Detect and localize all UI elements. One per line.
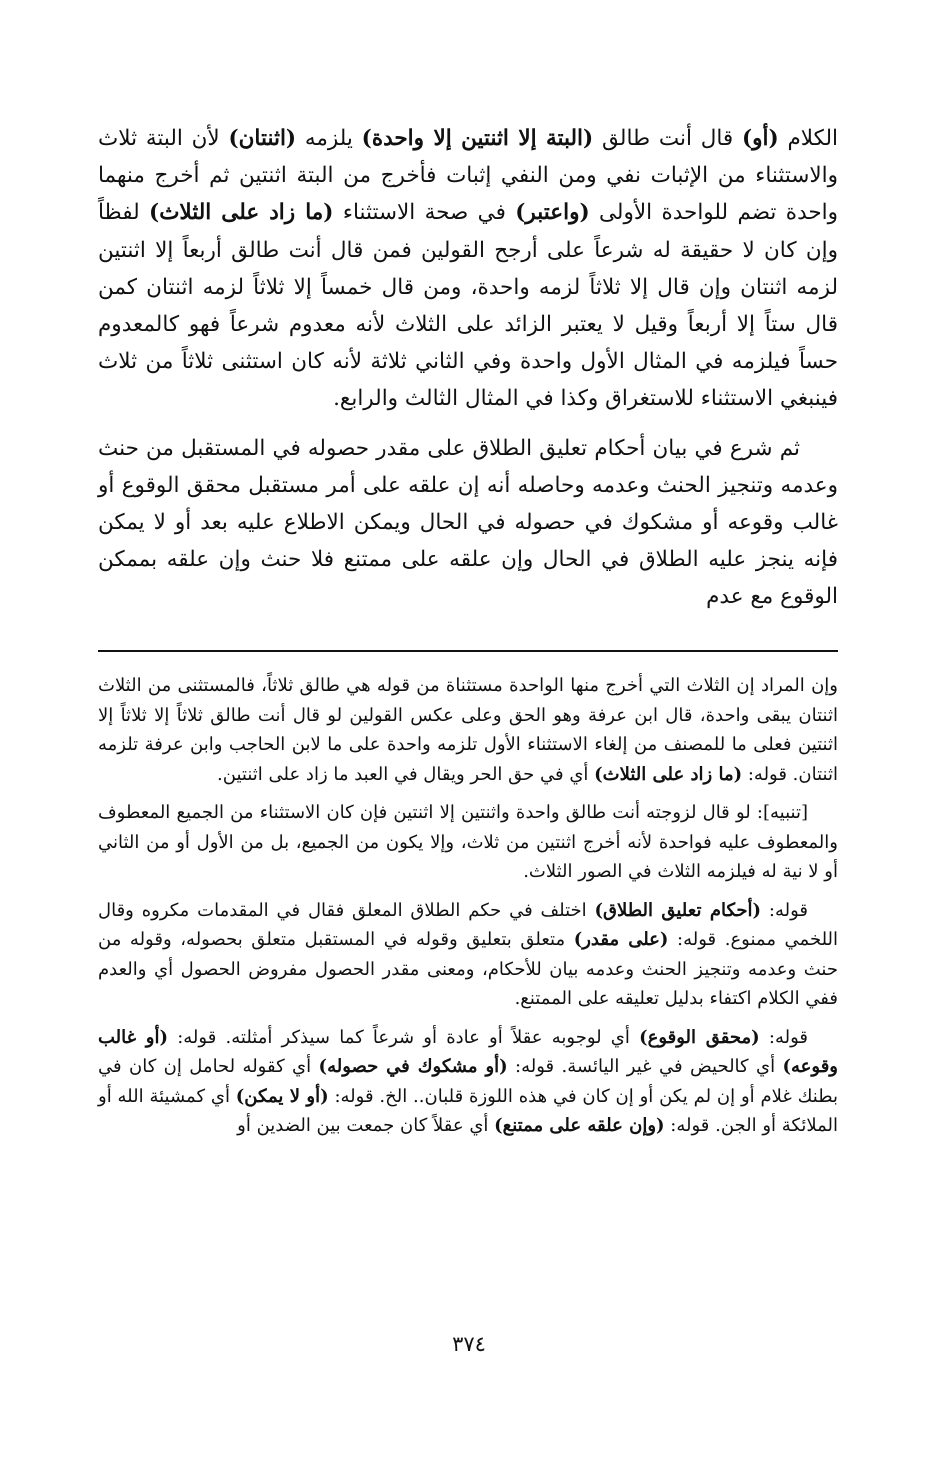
text-run: لفظاً وإن كان لا حقيقة له شرعاً على أرجح القولين فمن قال أنت طالق أربعاً إلا اثنتين لزمه اثنتان وإن قال إلا ثلاثاً لزمه واحدة، ومن قال خمساً إلا ثلاثاً لزمه اثنتان كمن قال ستاً إلا أربعاً وقيل لا يعتبر الزائد على الثلاث لأنه معدوم شرعاً فهو كالمعدوم حساً فيلزمه في المثال الأول واحدة وفي الثاني ثلاثة لأنه كان استثنى ثلاثاً من ثلاث فينبغي الاستثناء للاستغراق وكذا في المثال الثالث والرابع.	[98, 200, 838, 412]
text-run: متعلق بتعليق وقوله في المستقبل متعلق بحصوله، وقوله من حنث وعدمه وتنجيز الحنث وعدمه بيان للأحكام، ومعنى مقدر الحصول مفروض الحصول أي والعدم ففي الكلام اكتفاء بدليل تعليقه على الممتنع.	[98, 929, 838, 1009]
text-run: قال أنت طالق	[593, 126, 742, 151]
bold-quote: (أو غالب وقوعه)	[98, 1026, 839, 1077]
text-run: قوله:	[759, 1026, 808, 1048]
bold-quote: (وإن علقه على ممتنع)	[494, 1115, 665, 1136]
bold-quote: (اثنتان)	[228, 126, 297, 151]
bold-quote: (واعتبر)	[515, 200, 590, 226]
bold-quote: (أو لا يمكن)	[235, 1085, 329, 1107]
text-run: في صحة الاستثناء	[333, 200, 516, 226]
bold-quote: (على مقدر)	[573, 929, 669, 950]
main-text	[98, 120, 838, 616]
bold-quote: (أو)	[741, 126, 779, 151]
text-run: أي كقوله لحامل إن كان في بطنك غلام أو إن لم يكن أو إن كان في هذه اللوزة قلبان.. الخ. قوله:	[98, 1056, 838, 1107]
main-paragraph-1	[98, 120, 838, 418]
text-run: يلزمه	[296, 126, 362, 151]
text-run: لأن البتة ثلاث والاستثناء من الإثبات نفي ومن النفي إثبات فأخرج من البتة اثنتين ثم أخرج منهما واحدة تضم للواحدة الأولى	[98, 126, 839, 226]
text-run: أي كالحيض في غير اليائسة. قوله:	[507, 1056, 783, 1077]
main-paragraph-2: ثم شرع في بيان أحكام تعليق الطلاق على مقدر حصوله في المستقبل من حنث وعدمه وتنجيز الحنث وعدمه وحاصله أنه إن علقه على أمر مستقبل محقق الوقوع أو غالب وقوعه أو مشكوك في حصوله في الحال ويمكن الاطلاع عليه بعد أو لا يمكن فإنه ينجز عليه الطلاق في الحال وإن علقه على ممتنع فلا حنث وإن علقه بممكن الوقوع مع عدم	[98, 435, 838, 610]
bold-quote: (أحكام تعليق الطلاق)	[594, 899, 762, 921]
text-run: وإن المراد إن الثلاث التي أخرج منها الواحدة مستثناة من قوله هي طالق ثلاثاً، فالمستثنى من الثلاث اثنتان يبقى واحدة، قال ابن عرفة وهو الحق وعلى عكس القولين لو قال أنت طالق ثلاثاً إلا ثلاثاً إلا اثنتين فعلى ما للمصنف من إلغاء الاستثناء الأول تلزمه واحدة على ما لابن الحاجب وابن عرفة تلزمه اثنتان. قوله:	[98, 675, 838, 785]
footnotes	[98, 671, 838, 1141]
text-run: أي كمشيئة الله أو الملائكة أو الجن. قوله:	[98, 1085, 838, 1136]
bold-quote: (محقق الوقوع)	[639, 1026, 760, 1048]
footnote-3	[98, 896, 838, 1014]
text-run: الكلام	[778, 126, 839, 151]
bold-quote: (أو مشكوك في حصوله)	[318, 1056, 508, 1077]
bold-quote: (البتة إلا اثنتين إلا واحدة)	[361, 126, 594, 151]
bold-quote: (ما زاد على الثلاث)	[149, 200, 334, 226]
footnote-2: [تنبيه]: لو قال لزوجته أنت طالق واحدة واثنتين إلا اثنتين فإن كان الاستثناء من الجميع المعطوف والمعطوف عليه فواحدة لأنه أخرج اثنتين من ثلاث، وإلا يكون من الجميع، بل من الأول أو من الثاني أو لا نية له فيلزمه الثلاث في الصور الثلاث.	[98, 802, 838, 882]
footnote-4	[98, 1023, 838, 1141]
footnote-divider	[98, 650, 838, 652]
bold-quote: (ما زاد على الثلاث)	[594, 763, 743, 785]
text-run: قوله:	[761, 899, 808, 921]
text-run: أي لوجوبه عقلاً أو عادة أو شرعاً كما سيذكر أمثلته. قوله:	[168, 1026, 640, 1048]
text-run: أي عقلاً كان جمعت بين الضدين أو	[237, 1115, 495, 1136]
footnote-1	[98, 671, 838, 789]
text-run: أي في حق الحر ويقال في العبد ما زاد على اثنتين.	[217, 763, 595, 785]
text-run: اختلف في حكم الطلاق المعلق فقال في المقدمات مكروه وقال اللخمي ممنوع. قوله:	[98, 899, 839, 950]
page-number: ٣٧٤	[452, 1332, 486, 1356]
